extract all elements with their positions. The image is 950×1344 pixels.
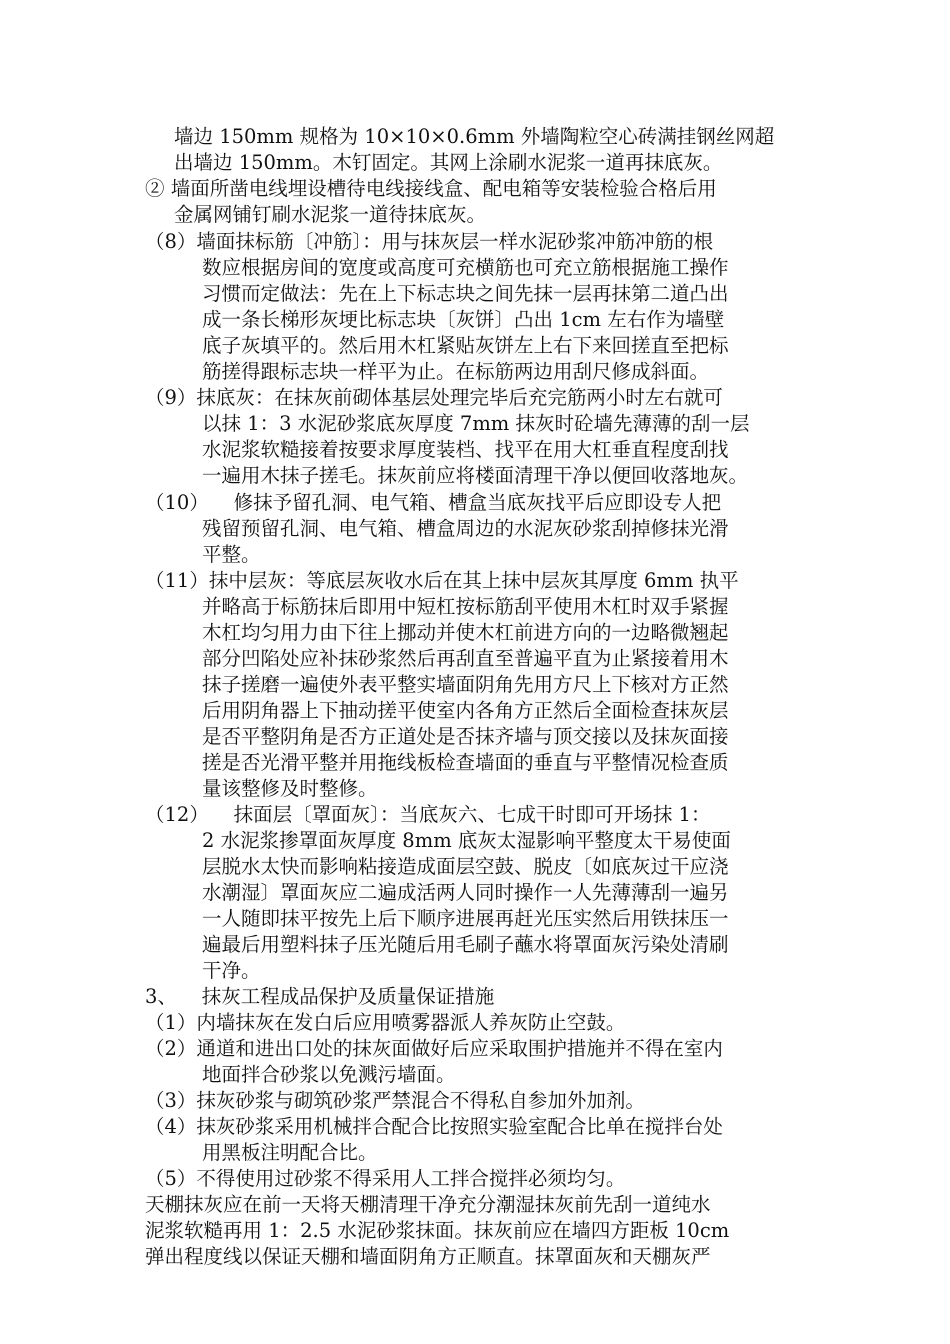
text-line: （5）不得使用过砂浆不得采用人工拌合搅拌必须均匀。 [145, 1167, 626, 1190]
text-line: 干净。 [202, 959, 261, 982]
text-line: 遍最后用塑料抹子压光随后用毛刷子蘸水将罩面灰污染处清刷 [202, 933, 729, 956]
text-line: 底子灰填平的。然后用木杠紧贴灰饼左上右下来回搓直至把标 [202, 334, 729, 357]
text-line: 木杠均匀用力由下往上挪动并使木杠前进方向的一边略微翘起 [202, 621, 729, 644]
text-line: 水潮湿〕罩面灰应二遍成活两人同时操作一人先薄薄刮一遍另 [202, 881, 729, 904]
text-line: 金属网铺钉刷水泥浆一道待抹底灰。 [174, 203, 487, 226]
text-line: 抹子搓磨一遍使外表平整实墙面阴角先用方尺上下核对方正然 [202, 673, 729, 696]
text-line: 量该整修及时整修。 [202, 777, 378, 800]
text-line: （8）墙面抹标筋〔冲筋〕：用与抹灰层一样水泥砂浆冲筋冲筋的根 [145, 230, 714, 253]
text-line: 后用阴角器上下抽动搓平使室内各角方正然后全面检查抹灰层 [202, 699, 729, 722]
text-line: 残留预留孔洞、电气箱、槽盒周边的水泥灰砂浆刮掉修抹光滑 [202, 517, 729, 540]
text-line: （10） 修抹予留孔洞、电气箱、槽盒当底灰找平后应即设专人把 [145, 491, 722, 514]
text-line: （2）通道和进出口处的抹灰面做好后应采取围护措施并不得在室内 [145, 1037, 723, 1060]
text-line: 天棚抹灰应在前一天将天棚清理干净充分潮湿抹灰前先刮一道纯水 [145, 1193, 711, 1216]
text-line: （4）抹灰砂浆采用机械拌合配合比按照实验室配合比单在搅拌台处 [145, 1115, 723, 1138]
section-heading: 3、 抹灰工程成品保护及质量保证措施 [145, 985, 495, 1008]
text-line: （9）抹底灰：在抹灰前砌体基层处理完毕后充完筋两小时左右就可 [145, 386, 723, 409]
text-line: 部分凹陷处应补抹砂浆然后再刮直至普遍平直为止紧接着用木 [202, 647, 729, 670]
text-line: ② 墙面所凿电线埋设槽待电线接线盒、配电箱等安装检验合格后用 [145, 177, 717, 200]
text-line: 平整。 [202, 543, 261, 566]
text-line: （12） 抹面层〔罩面灰〕：当底灰六、七成干时即可开场抹 1： [145, 803, 711, 826]
text-line: 用黑板注明配合比。 [202, 1141, 378, 1164]
text-line: 筋搓得跟标志块一样平为止。在标筋两边用刮尺修成斜面。 [202, 360, 710, 383]
text-line: 2 水泥浆掺罩面灰厚度 8mm 底灰太湿影响平整度太干易使面 [202, 829, 731, 852]
text-line: 数应根据房间的宽度或高度可充横筋也可充立筋根据施工操作 [202, 256, 729, 279]
text-line: （1）内墙抹灰在发白后应用喷雾器派人养灰防止空鼓。 [145, 1011, 626, 1034]
text-line: 一遍用木抹子搓毛。抹灰前应将楼面清理干净以便回收落地灰。 [202, 464, 749, 487]
text-line: 一人随即抹平按先上后下顺序进展再赶光压实然后用铁抹压一 [202, 907, 729, 930]
text-line: 搓是否光滑平整并用拖线板检查墙面的垂直与平整情况检查质 [202, 751, 729, 774]
text-line: 层脱水太快而影响粘接造成面层空鼓、脱皮〔如底灰过干应浇 [202, 855, 729, 878]
text-line: （11）抹中层灰：等底层灰收水后在其上抹中层灰其厚度 6mm 执平 [145, 569, 739, 592]
text-line: 以抹 1：3 水泥砂浆底灰厚度 7mm 抹灰时砼墙先薄薄的刮一层 [202, 412, 750, 435]
text-line: 墙边 150mm 规格为 10×10×0.6mm 外墙陶粒空心砖满挂钢丝网超 [174, 125, 775, 148]
text-line: 出墙边 150mm。木钉固定。其网上涂刷水泥浆一道再抹底灰。 [174, 151, 723, 174]
text-line: 成一条长梯形灰埂比标志块〔灰饼〕凸出 1cm 左右作为墙壁 [202, 308, 725, 331]
text-line: 水泥浆软糙接着按要求厚度装档、找平在用大杠垂直程度刮找 [202, 438, 729, 461]
text-line: 泥浆软糙再用 1：2.5 水泥砂浆抹面。抹灰前应在墙四方距板 10cm [145, 1219, 730, 1242]
text-line: 是否平整阴角是否方正道处是否抹齐墙与顶交接以及抹灰面接 [202, 725, 729, 748]
text-line: 地面拌合砂浆以免溅污墙面。 [202, 1063, 456, 1086]
text-line: 并略高于标筋抹后即用中短杠按标筋刮平使用木杠时双手紧握 [202, 595, 729, 618]
text-line: （3）抹灰砂浆与砌筑砂浆严禁混合不得私自参加外加剂。 [145, 1089, 645, 1112]
text-line: 习惯而定做法：先在上下标志块之间先抹一层再抹第二道凸出 [202, 282, 729, 305]
text-line: 弹出程度线以保证天棚和墙面阴角方正顺直。抹罩面灰和天棚灰严 [145, 1245, 711, 1268]
